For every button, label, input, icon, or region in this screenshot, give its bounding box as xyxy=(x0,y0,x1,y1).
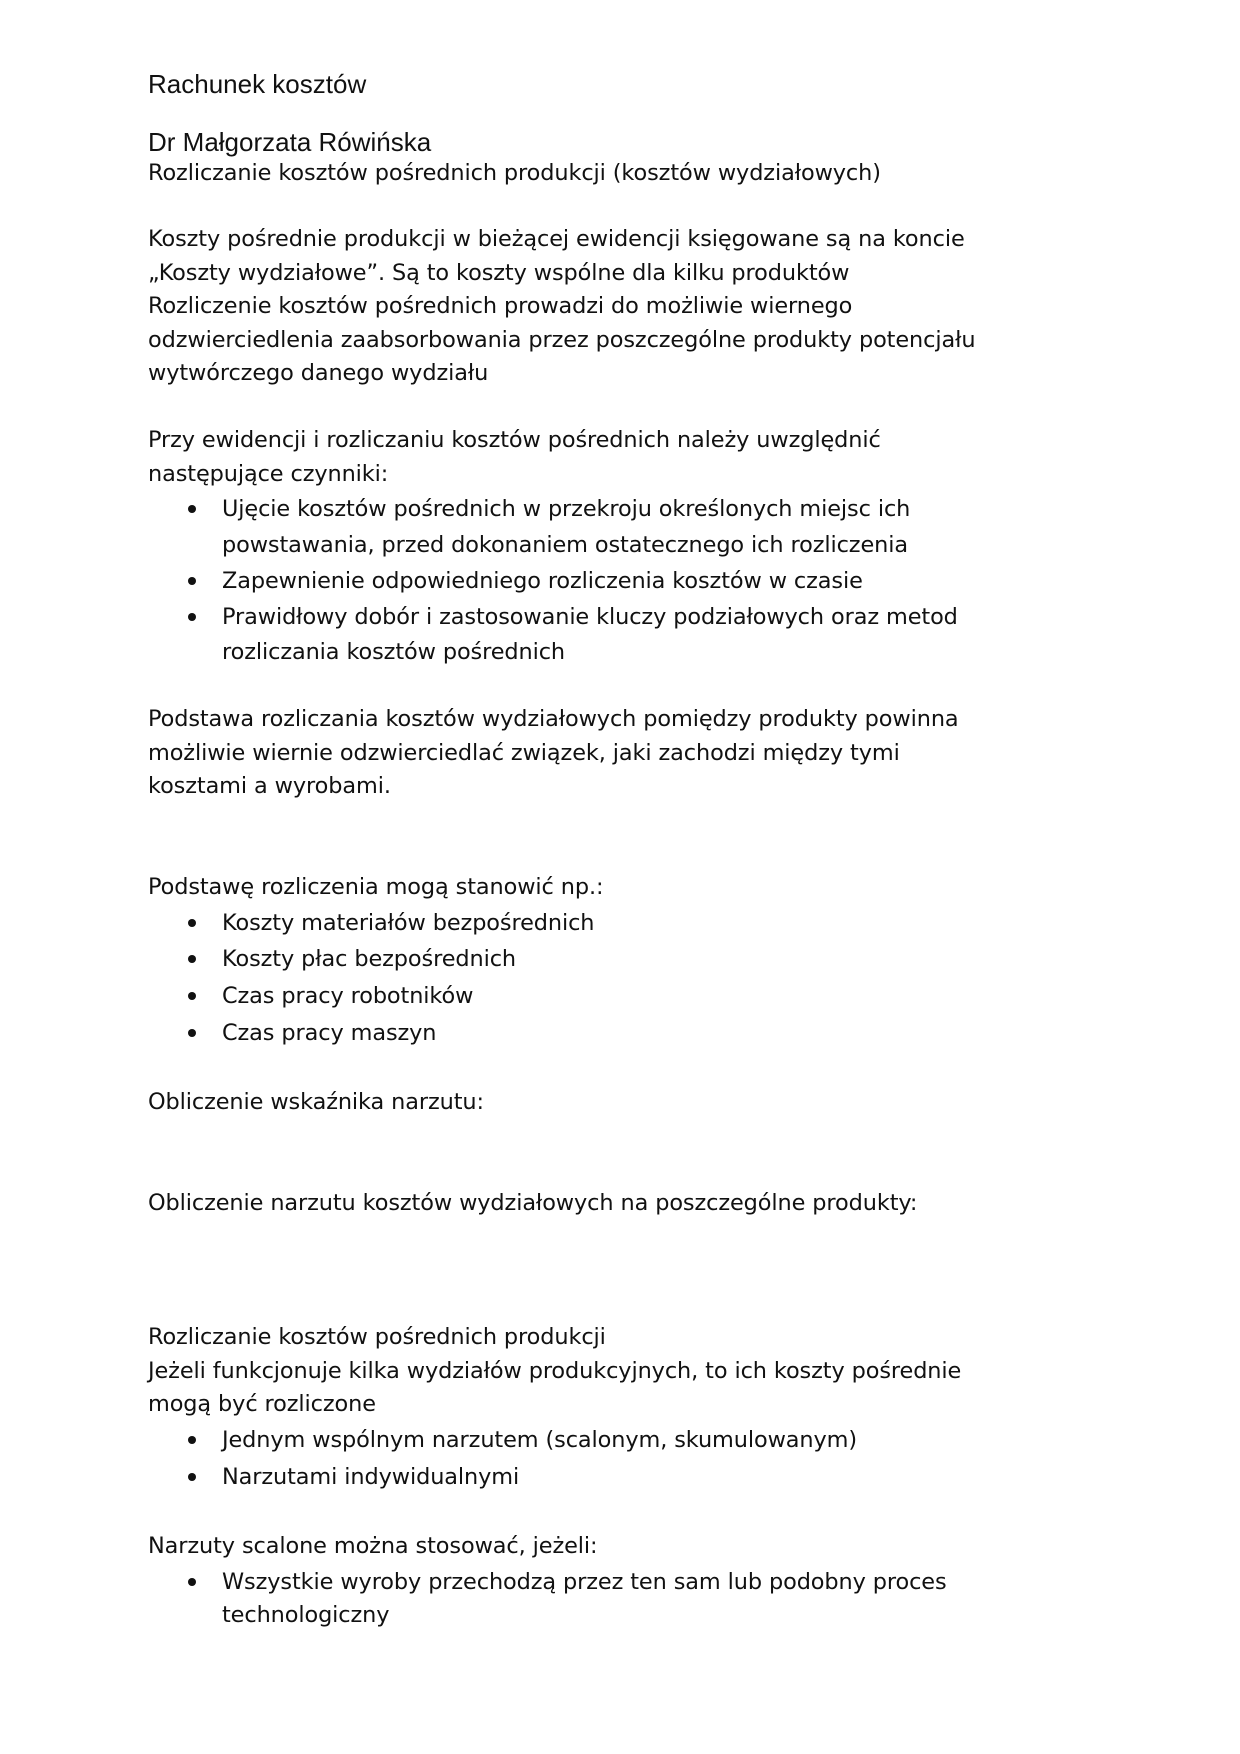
list-item: Jednym wspólnym narzutem (scalonym, skumulowanym) xyxy=(222,1427,858,1453)
paragraph-line: Rozliczenie kosztów pośrednich prowadzi do możliwie wiernego xyxy=(148,293,853,319)
list-item: Czas pracy robotników xyxy=(222,983,474,1009)
paragraph-line: Podstawa rozliczania kosztów wydziałowych pomiędzy produkty powinna xyxy=(148,706,959,732)
basis-intro: Podstawę rozliczenia mogą stanowić np.: xyxy=(148,874,604,900)
paragraph-line: możliwie wiernie odzwierciedlać związek, jaki zachodzi między tymi xyxy=(148,740,900,766)
list-item: Czas pracy maszyn xyxy=(222,1020,437,1046)
list-item: Zapewnienie odpowiedniego rozliczenia kosztów w czasie xyxy=(222,568,863,594)
subtitle: Rozliczanie kosztów pośrednich produkcji (kosztów wydziałowych) xyxy=(148,160,881,186)
list-item: Ujęcie kosztów pośrednich w przekroju określonych miejsc ich xyxy=(222,496,911,522)
bullet-icon xyxy=(188,613,196,621)
bullet-icon xyxy=(188,1473,196,1481)
list-item: Koszty płac bezpośrednich xyxy=(222,946,516,972)
bullet-icon xyxy=(188,955,196,963)
bullet-icon xyxy=(188,1578,196,1586)
paragraph-line: mogą być rozliczone xyxy=(148,1391,376,1417)
document-title: Rachunek kosztów xyxy=(148,69,367,99)
list-item: Wszystkie wyroby przechodzą przez ten sam lub podobny proces xyxy=(222,1569,947,1595)
section-heading: Rozliczanie kosztów pośrednich produkcji xyxy=(148,1324,606,1350)
bullet-icon xyxy=(188,1436,196,1444)
paragraph-line: odzwierciedlenia zaabsorbowania przez poszczególne produkty potencjału xyxy=(148,327,976,353)
merged-intro: Narzuty scalone można stosować, jeżeli: xyxy=(148,1533,598,1559)
rate-calc-heading: Obliczenie wskaźnika narzutu: xyxy=(148,1089,484,1115)
list-item: Narzutami indywidualnymi xyxy=(222,1464,520,1490)
author: Dr Małgorzata Rówińska xyxy=(148,127,432,157)
paragraph-line: kosztami a wyrobami. xyxy=(148,773,391,799)
paragraph-line: Jeżeli funkcjonuje kilka wydziałów produkcyjnych, to ich koszty pośrednie xyxy=(148,1358,962,1384)
paragraph-line: następujące czynniki: xyxy=(148,461,389,487)
overhead-calc-heading: Obliczenie narzutu kosztów wydziałowych na poszczególne produkty: xyxy=(148,1190,918,1216)
bullet-icon xyxy=(188,577,196,585)
list-item: Koszty materiałów bezpośrednich xyxy=(222,910,595,936)
list-item-cont: technologiczny xyxy=(222,1602,390,1628)
bullet-icon xyxy=(188,919,196,927)
list-item: Prawidłowy dobór i zastosowanie kluczy podziałowych oraz metod xyxy=(222,604,958,630)
paragraph-line: Koszty pośrednie produkcji w bieżącej ewidencji księgowane są na koncie xyxy=(148,226,965,252)
paragraph-line: wytwórczego danego wydziału xyxy=(148,360,489,386)
bullet-icon xyxy=(188,992,196,1000)
paragraph-line: „Koszty wydziałowe”. Są to koszty wspólne dla kilku produktów xyxy=(148,260,850,286)
list-item-cont: rozliczania kosztów pośrednich xyxy=(222,639,566,665)
list-item-cont: powstawania, przed dokonaniem ostatecznego ich rozliczenia xyxy=(222,532,908,558)
bullet-icon xyxy=(188,505,196,513)
paragraph-line: Przy ewidencji i rozliczaniu kosztów pośrednich należy uwzględnić xyxy=(148,427,881,453)
bullet-icon xyxy=(188,1029,196,1037)
